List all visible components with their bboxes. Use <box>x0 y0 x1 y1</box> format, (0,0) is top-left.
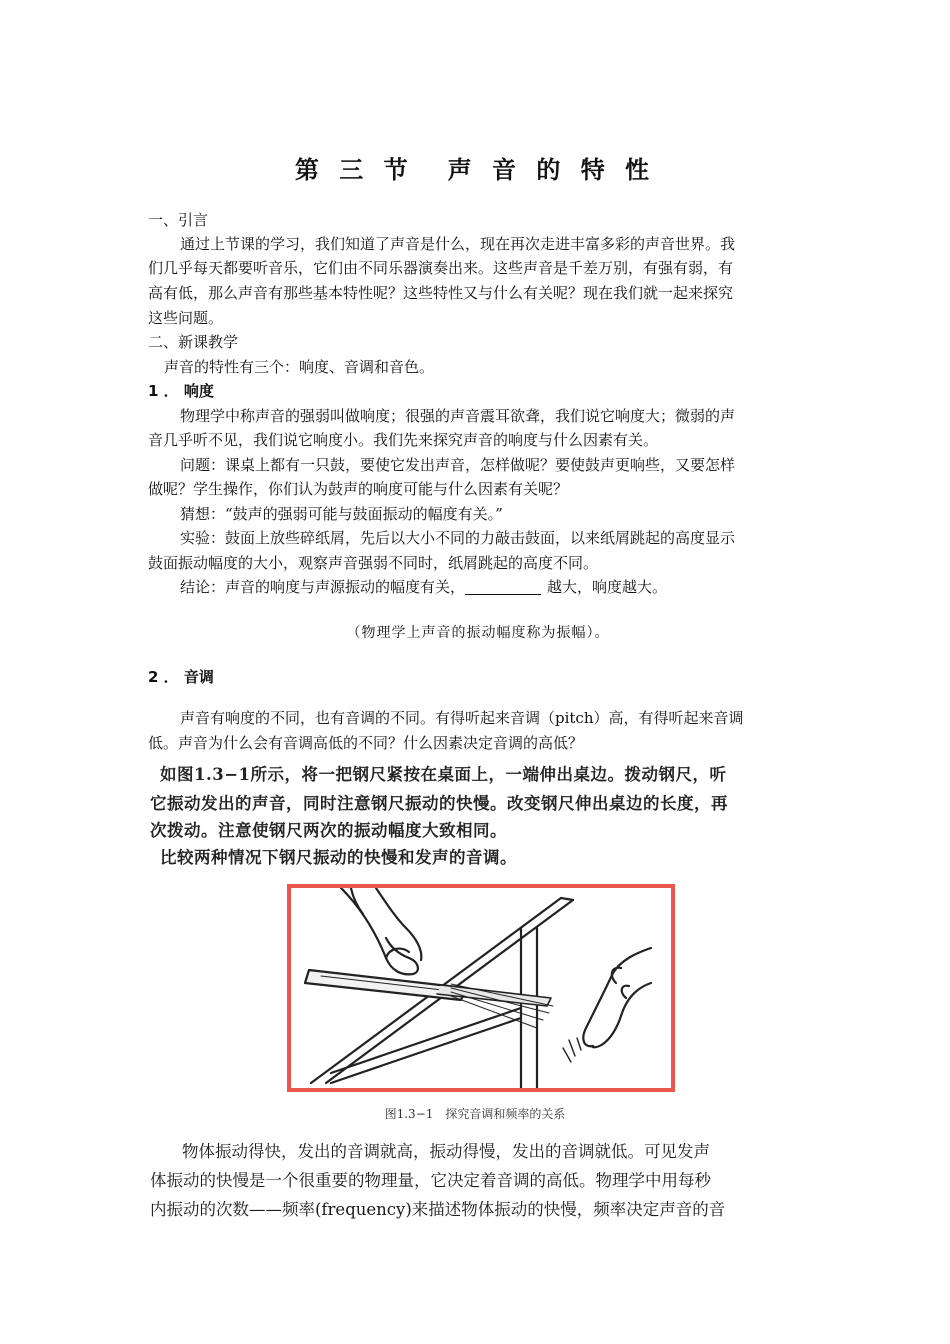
new-lesson-heading: 二、新课教学 <box>148 333 239 351</box>
intro-line: 通过上节课的学习，我们知道了声音是什么，现在再次走进丰富多彩的声音世界。我 <box>180 235 736 253</box>
frequency-line: 体振动的快慢是一个很重要的物理量，它决定着音调的高低。物理学中用每秒 <box>150 1171 711 1190</box>
figure-caption: 图1.3−1 探究音调和频率的关系 <box>384 1107 566 1121</box>
loudness-line: 鼓面振动幅度的大小，观察声音强弱不同时，纸屑跳起的高度不同。 <box>148 554 599 572</box>
loudness-line: 实验：鼓面上放些碎纸屑，先后以大小不同的力敲击鼓面，以来纸屑跳起的高度显示 <box>180 529 736 547</box>
ruler-experiment-illustration <box>291 888 671 1088</box>
textbook-line: 次拨动。注意使钢尺两次的振动幅度大致相同。 <box>150 821 507 840</box>
fill-in-blank <box>465 578 541 595</box>
title-topic: 声 音 的 特 性 <box>447 156 656 184</box>
loudness-line: 做呢？学生操作，你们认为鼓声的响度可能与什么因素有关呢？ <box>148 480 569 498</box>
conclusion-prefix: 结论：声音的响度与声源振动的幅度有关， <box>180 578 466 596</box>
loudness-line: 音几乎听不见，我们说它响度小。我们先来探究声音的响度与什么因素有关。 <box>148 431 659 449</box>
pitch-line: 声音有响度的不同，也有音调的不同。有得听起来音调（pitch）高，有得听起来音调 <box>180 709 744 727</box>
intro-line: 这些问题。 <box>148 309 224 327</box>
loudness-line: 问题：课桌上都有一只鼓，要使它发出声音，怎样做呢？要使鼓声更响些，又要怎样 <box>180 456 736 474</box>
intro-line: 们几乎每天都要听音乐，它们由不同乐器演奏出来。这些声音是千差万别，有强有弱，有 <box>148 259 734 277</box>
intro-line: 高有低，那么声音有那些基本特性呢？这些特性又与什么有关呢？现在我们就一起来探究 <box>148 284 734 302</box>
page-title <box>0 150 950 185</box>
textbook-line: 它振动发出的声音，同时注意钢尺振动的快慢。改变钢尺伸出桌边的长度，再 <box>150 794 728 813</box>
pitch-heading: 2 ． 音调 <box>148 668 214 686</box>
conclusion-line <box>148 575 840 599</box>
loudness-heading: 1 ． 响度 <box>148 382 214 400</box>
ruler-experiment-figure <box>287 884 675 1092</box>
three-properties-text: 声音的特性有三个：响度、音调和音色。 <box>164 358 435 376</box>
frequency-line: 内振动的次数——频率(frequency)来描述物体振动的快慢，频率决定声音的音 <box>150 1200 726 1219</box>
amplitude-note: （物理学上声音的振动幅度称为振幅）。 <box>346 625 610 641</box>
pitch-line: 低。声音为什么会有音调高低的不同？什么因素决定音调的高低？ <box>148 734 584 752</box>
textbook-line: 如图1.3−1所示，将一把钢尺紧按在桌面上，一端伸出桌边。拨动钢尺，听 <box>160 765 727 784</box>
textbook-line: 比较两种情况下钢尺振动的快慢和发声的音调。 <box>160 848 517 867</box>
title-section-number: 第 三 节 <box>294 156 414 184</box>
frequency-line: 物体振动得快，发出的音调就高，振动得慢，发出的音调就低。可见发声 <box>182 1142 710 1161</box>
loudness-line: 猜想：“鼓声的强弱可能与鼓面振动的幅度有关。” <box>180 505 503 523</box>
loudness-line: 物理学中称声音的强弱叫做响度；很强的声音震耳欲聋，我们说它响度大；微弱的声 <box>180 407 736 425</box>
intro-heading: 一、引言 <box>148 211 209 229</box>
conclusion-suffix: 越大，响度越大。 <box>547 578 668 596</box>
